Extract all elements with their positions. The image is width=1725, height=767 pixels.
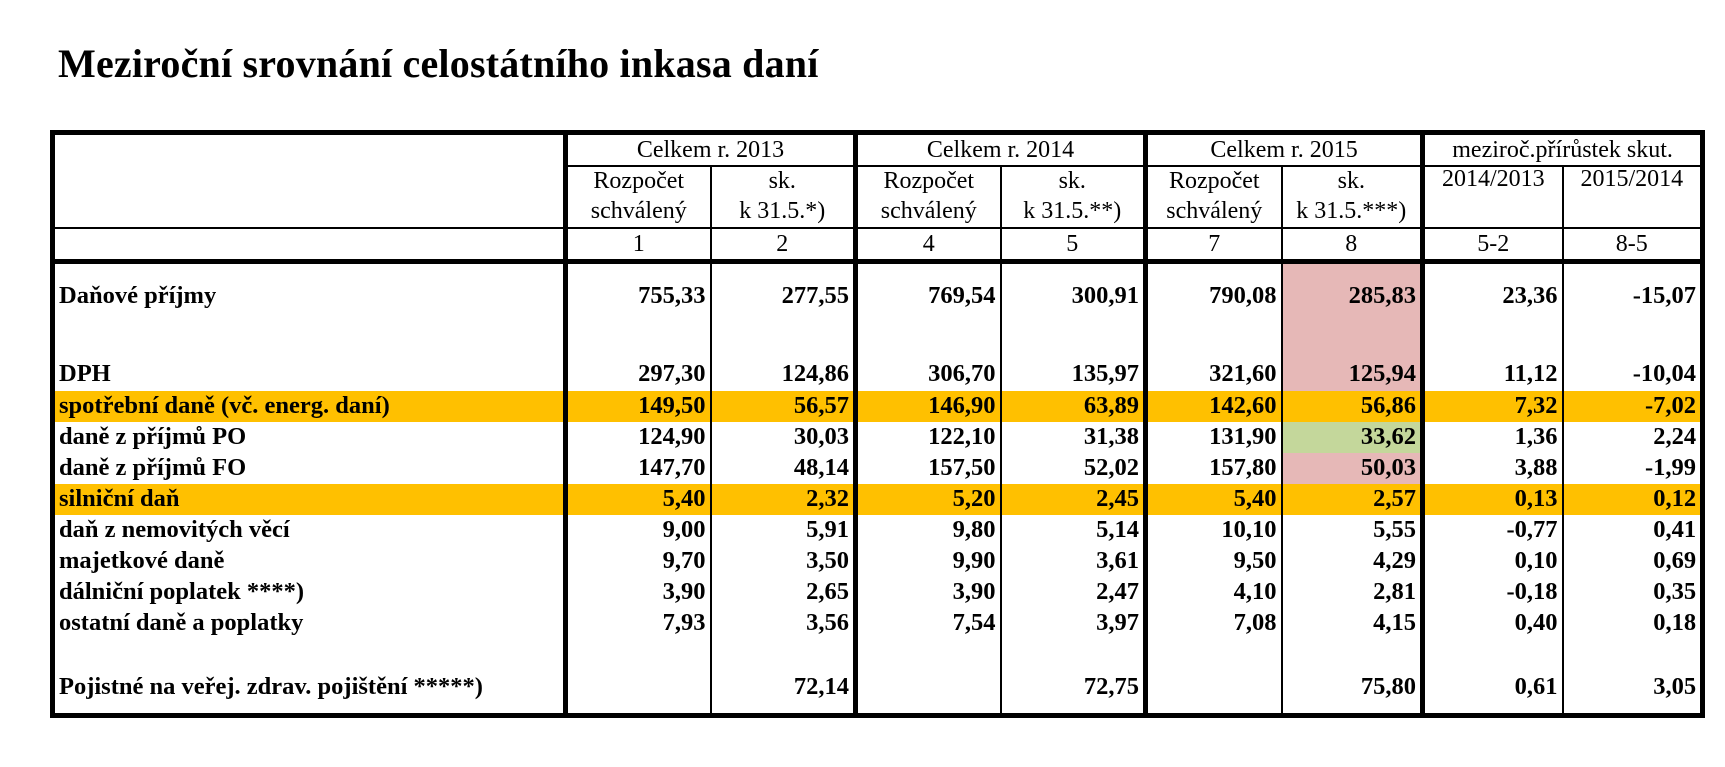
value-cell	[856, 639, 1001, 716]
value-cell: 0,40	[1423, 608, 1563, 639]
value-cell: 7,08	[1146, 608, 1282, 639]
value-cell: 10,10	[1146, 515, 1282, 546]
value-cell: 7,54	[856, 608, 1001, 639]
value-cell: 3,61	[1001, 546, 1146, 577]
value-cell: -10,04	[1563, 328, 1703, 391]
col-number: 7	[1146, 228, 1282, 262]
group-header-2014: Celkem r. 2014	[856, 133, 1146, 166]
sub-header-2015-2014: 2015/2014	[1563, 166, 1703, 228]
value-cell: 149,50	[566, 391, 711, 422]
value-cell: 56,57	[711, 391, 856, 422]
value-cell: 0,35	[1563, 577, 1703, 608]
row-label-header	[53, 133, 566, 228]
col-number: 5-2	[1423, 228, 1563, 262]
value-cell: 5,40	[1146, 484, 1282, 515]
tax-collection-table	[50, 130, 1705, 718]
row-label: daň z nemovitých věcí	[59, 515, 290, 543]
value-cell: 5,20	[856, 484, 1001, 515]
value-cell: 1,36	[1423, 422, 1563, 453]
table-row	[53, 608, 1703, 639]
value-cell: 0,10	[1423, 546, 1563, 577]
table-row	[53, 639, 1703, 716]
value-cell: 0,61	[1423, 639, 1563, 716]
value-cell: 0,12	[1563, 484, 1703, 515]
value-cell: 3,97	[1001, 608, 1146, 639]
row-label: majetkové daně	[59, 546, 225, 574]
group-header-growth: meziroč.přírůstek skut.	[1423, 133, 1703, 166]
value-cell: 5,55	[1282, 515, 1423, 546]
page-title: Meziroční srovnání celostátního inkasa daní	[58, 41, 819, 86]
sub-header-sk-date-2015: k 31.5.***)	[1282, 196, 1423, 228]
table-row	[53, 391, 1703, 422]
value-cell: 277,55	[711, 262, 856, 328]
sub-header-sk: sk.	[1001, 166, 1146, 196]
table-row	[53, 484, 1703, 515]
table-row	[53, 515, 1703, 546]
value-cell: 321,60	[1146, 328, 1282, 391]
row-label: daně z příjmů PO	[59, 422, 247, 450]
value-cell: 157,50	[856, 453, 1001, 484]
value-cell: 300,91	[1001, 262, 1146, 328]
value-cell: 124,86	[711, 328, 856, 391]
value-cell: 147,70	[566, 453, 711, 484]
row-label: dálniční poplatek ****)	[59, 577, 305, 605]
row-label: daně z příjmů FO	[59, 453, 247, 481]
value-cell: 124,90	[566, 422, 711, 453]
table-row	[53, 422, 1703, 453]
value-cell: -1,99	[1563, 453, 1703, 484]
value-cell: 0,69	[1563, 546, 1703, 577]
value-cell: 50,03	[1282, 453, 1423, 484]
value-cell: 7,32	[1423, 391, 1563, 422]
value-cell: 23,36	[1423, 262, 1563, 328]
sub-header-rozpocet: Rozpočet	[566, 166, 711, 196]
value-cell: 157,80	[1146, 453, 1282, 484]
table-row	[53, 577, 1703, 608]
value-cell: 9,80	[856, 515, 1001, 546]
col-number: 8	[1282, 228, 1423, 262]
value-cell: 306,70	[856, 328, 1001, 391]
value-cell: 30,03	[711, 422, 856, 453]
value-cell: -0,18	[1423, 577, 1563, 608]
value-cell: 3,90	[856, 577, 1001, 608]
value-cell: 0,18	[1563, 608, 1703, 639]
value-cell: 48,14	[711, 453, 856, 484]
value-cell: 5,40	[566, 484, 711, 515]
value-cell: 7,93	[566, 608, 711, 639]
value-cell: 3,50	[711, 546, 856, 577]
sub-header-schvaleny: schválený	[1146, 196, 1282, 228]
value-cell: -7,02	[1563, 391, 1703, 422]
table-row	[53, 262, 1703, 328]
row-label: spotřební daně (vč. energ. daní)	[53, 391, 566, 422]
col-number: 5	[1001, 228, 1146, 262]
value-cell: 125,94	[1282, 328, 1423, 391]
table-row	[53, 546, 1703, 577]
value-cell: 2,45	[1001, 484, 1146, 515]
sub-header-2014-2013: 2014/2013	[1423, 166, 1563, 228]
value-cell: 2,47	[1001, 577, 1146, 608]
col-number-label-cell	[53, 228, 566, 262]
sub-header-sk: sk.	[1282, 166, 1423, 196]
value-cell: 72,75	[1001, 639, 1146, 716]
value-cell: 9,50	[1146, 546, 1282, 577]
value-cell: 297,30	[566, 328, 711, 391]
value-cell: 135,97	[1001, 328, 1146, 391]
value-cell: 131,90	[1146, 422, 1282, 453]
sub-header-schvaleny: schválený	[566, 196, 711, 228]
value-cell: 3,56	[711, 608, 856, 639]
value-cell: 2,81	[1282, 577, 1423, 608]
value-cell: 3,88	[1423, 453, 1563, 484]
value-cell: 142,60	[1146, 391, 1282, 422]
value-cell: 2,65	[711, 577, 856, 608]
col-number: 1	[566, 228, 711, 262]
value-cell	[1146, 639, 1282, 716]
row-label: Pojistné na veřej. zdrav. pojištění *****)	[59, 672, 483, 700]
value-cell: 2,32	[711, 484, 856, 515]
row-label: DPH	[59, 360, 111, 387]
value-cell: 2,24	[1563, 422, 1703, 453]
value-cell: 33,62	[1282, 422, 1423, 453]
value-cell	[566, 639, 711, 716]
col-number: 2	[711, 228, 856, 262]
table-row	[53, 453, 1703, 484]
sub-header-sk: sk.	[711, 166, 856, 196]
row-label: silniční daň	[53, 484, 566, 515]
value-cell: 5,91	[711, 515, 856, 546]
value-cell: 122,10	[856, 422, 1001, 453]
value-cell: 9,90	[856, 546, 1001, 577]
value-cell: 2,57	[1282, 484, 1423, 515]
value-cell: 0,13	[1423, 484, 1563, 515]
table-row	[53, 328, 1703, 391]
value-cell: 63,89	[1001, 391, 1146, 422]
value-cell: 146,90	[856, 391, 1001, 422]
value-cell: 4,15	[1282, 608, 1423, 639]
value-cell: 9,70	[566, 546, 711, 577]
group-header-2013: Celkem r. 2013	[566, 133, 856, 166]
sub-header-schvaleny: schválený	[856, 196, 1001, 228]
value-cell: 31,38	[1001, 422, 1146, 453]
value-cell: 3,05	[1563, 639, 1703, 716]
value-cell: 769,54	[856, 262, 1001, 328]
value-cell: 755,33	[566, 262, 711, 328]
sub-header-rozpocet: Rozpočet	[856, 166, 1001, 196]
row-label: Daňové příjmy	[59, 281, 217, 309]
value-cell: 0,41	[1563, 515, 1703, 546]
value-cell: 56,86	[1282, 391, 1423, 422]
value-cell: -0,77	[1423, 515, 1563, 546]
value-cell: -15,07	[1563, 262, 1703, 328]
sub-header-rozpocet: Rozpočet	[1146, 166, 1282, 196]
value-cell: 52,02	[1001, 453, 1146, 484]
col-number: 4	[856, 228, 1001, 262]
row-label: ostatní daně a poplatky	[59, 608, 304, 636]
sub-header-sk-date-2014: k 31.5.**)	[1001, 196, 1146, 228]
value-cell: 285,83	[1282, 262, 1423, 328]
value-cell: 9,00	[566, 515, 711, 546]
value-cell: 11,12	[1423, 328, 1563, 391]
value-cell: 4,29	[1282, 546, 1423, 577]
col-number: 8-5	[1563, 228, 1703, 262]
group-header-2015: Celkem r. 2015	[1146, 133, 1423, 166]
value-cell: 790,08	[1146, 262, 1282, 328]
value-cell: 3,90	[566, 577, 711, 608]
value-cell: 72,14	[711, 639, 856, 716]
value-cell: 5,14	[1001, 515, 1146, 546]
value-cell: 4,10	[1146, 577, 1282, 608]
sub-header-sk-date-2013: k 31.5.*)	[711, 196, 856, 228]
value-cell: 75,80	[1282, 639, 1423, 716]
